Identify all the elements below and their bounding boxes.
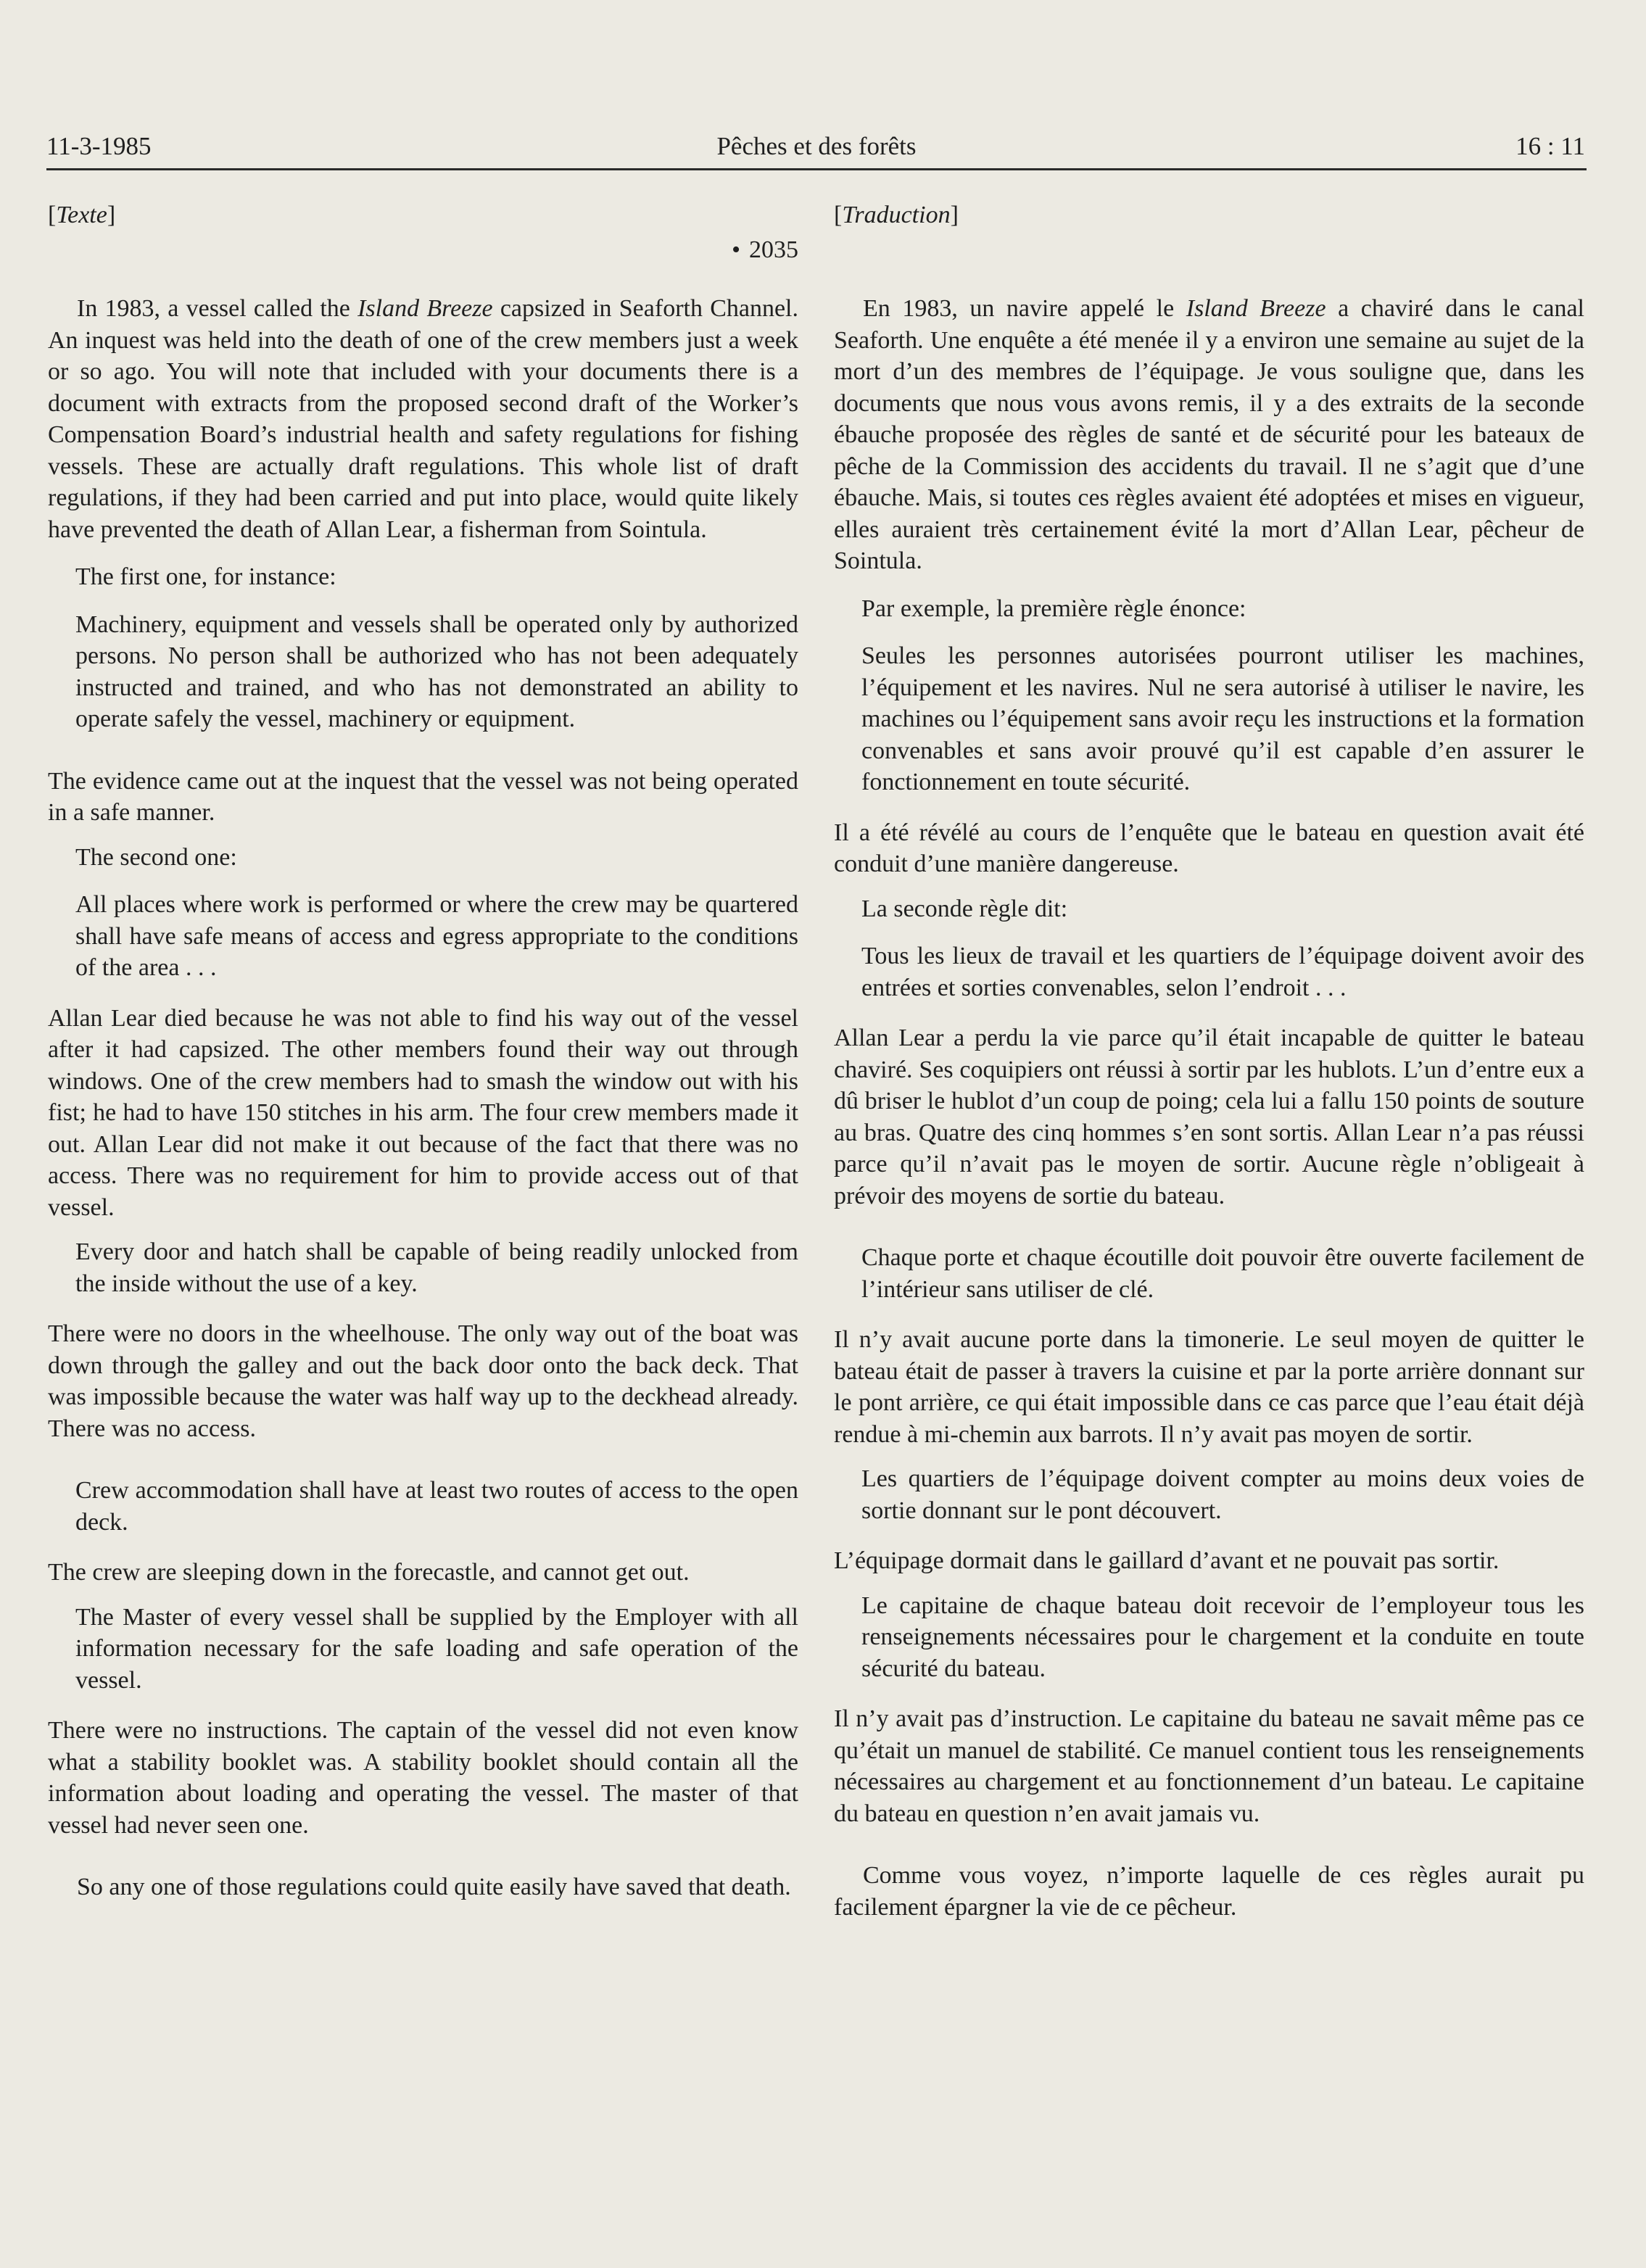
time-marker: • 2035 (48, 234, 798, 266)
english-column (48, 199, 798, 1919)
paragraph: Il a été révélé au cours de l’enquête que le bateau en question avait été conduit d’une manière dangereuse. (834, 819, 1584, 877)
column-label: [Traduction] (834, 202, 959, 228)
regulation-quote: Crew accommodation shall have at least two routes of access to the open deck. (75, 1477, 798, 1536)
header-date: 11-3-1985 (46, 132, 152, 160)
paragraph: The first one, for instance: (75, 563, 336, 590)
paragraph: The crew are sleeping down in the forecastle, and cannot get out. (48, 1559, 690, 1586)
paragraph: Par exemple, la première règle énonce: (861, 595, 1246, 622)
paragraph: Allan Lear a perdu la vie parce qu’il était incapable de quitter le bateau chaviré. Ses coquipiers ont réussi à sortir par les hublots. L’un d’entre eux a dû briser le hublot d’un coup de poing; cela lui a fallu 150 points de souture au bras. Quatre des cinq hommes s’en sont sortis. Allan Lear n’a pas réussi parce qu’il n’avait pas le moyen de sortir. Aucune règle n’obligeait à prévoir des moyens de sortie du bateau. (834, 1025, 1584, 1209)
paragraph: There were no instructions. The captain of the vessel did not even know what a stability booklet was. A stability booklet should contain all the information about loading and operating the vessel. The master of that vessel had never seen one. (48, 1717, 798, 1839)
regulation-quote: All places where work is performed or where the crew may be quartered shall have safe means of access and egress appropriate to the conditions of the area . . . (75, 891, 798, 981)
paragraph: So any one of those regulations could quite easily have saved that death. (77, 1874, 791, 1900)
regulation-quote: Chaque porte et chaque écoutille doit pouvoir être ouverte facilement de l’intérieur sans utiliser de clé. (861, 1244, 1584, 1303)
regulation-quote: Seules les personnes autorisées pourront utiliser les machines, l’équipement et les navires. Nul ne sera autorisé à utiliser le navire, les machines ou l’équipement sans avoir reçu les instructions et la formation convenables et sans avoir prouvé qu’il est capable d’en assurer le fonctionnement en toute sécurité. (861, 642, 1584, 795)
paragraph: Allan Lear died because he was not able to find his way out of the vessel after it had capsized. The other members found their way out through windows. One of the crew members had to smash the window out with his fist; he had to have 150 stitches in his arm. The four crew members made it out. Allan Lear did not make it out because of the fact that there was no access. There was no requirement for him to provide access out of that vessel. (48, 1004, 798, 1221)
paragraph: Il n’y avait pas d’instruction. Le capitaine du bateau ne savait même pas ce qu’était un manuel de stabilité. Ce manuel contient tous les renseignements nécessaires au chargement et au fonctionnement d’un bateau. Le capitaine du bateau en question n’en avait jamais vu. (834, 1705, 1584, 1827)
page-header (46, 129, 1587, 170)
paragraph: Il n’y avait aucune porte dans la timonerie. Le seul moyen de quitter le bateau était de passer à travers la cuisine et par la porte arrière donnant sur le pont arrière, ce qui était impossible dans ce cas parce que l’eau était déjà rendue à mi-chemin aux barrots. Il n’y avait pas moyen de sortir. (834, 1326, 1584, 1448)
french-column (834, 199, 1584, 1939)
paragraph: The evidence came out at the inquest that the vessel was not being operated in a safe manner. (48, 767, 798, 826)
paragraph: There were no doors in the wheelhouse. The only way out of the boat was down through the galley and out the back door onto the back deck. That was impossible because the water was half way up to the deckhead already. There was no access. (48, 1320, 798, 1442)
regulation-quote: Tous les lieux de travail et les quartiers de l’équipage doivent avoir des entrées et sorties convenables, selon l’endroit . . . (861, 943, 1584, 1001)
column-label: [Texte] (48, 202, 116, 228)
regulation-quote: Le capitaine de chaque bateau doit recevoir de l’employeur tous les renseignements nécessaires pour le chargement et la conduite en toute sécurité du bateau. (861, 1592, 1584, 1682)
paragraph: L’équipage dormait dans le gaillard d’avant et ne pouvait pas sortir. (834, 1547, 1500, 1574)
paragraph: In 1983, a vessel called the Island Breeze capsized in Seaforth Channel. An inquest was held into the death of one of the crew members just a week or so ago. You will note that included with your documents there is a document with extracts from the proposed second draft of the Worker’s Compensation Board’s industrial health and safety regulations for fishing vessels. These are actually draft regulations. This whole list of draft regulations, if they had been carried and put into place, would quite likely have prevented the death of Allan Lear, a fisherman from Sointula. (48, 295, 798, 543)
header-title: Pêches et des forêts (716, 132, 917, 160)
regulation-quote: The Master of every vessel shall be supplied by the Employer with all information necessary for the safe loading and safe operation of the vessel. (75, 1603, 798, 1694)
paragraph: The second one: (75, 843, 237, 871)
header-page-number: 16 : 11 (1515, 132, 1585, 160)
regulation-quote: Every door and hatch shall be capable of being readily unlocked from the inside without the use of a key. (75, 1238, 798, 1297)
paragraph: La seconde règle dit: (861, 895, 1068, 922)
regulation-quote: Les quartiers de l’équipage doivent compter au moins deux voies de sortie donnant sur le pont découvert. (861, 1465, 1584, 1524)
regulation-quote: Machinery, equipment and vessels shall be operated only by authorized persons. No person shall be authorized who has not been adequately instructed and trained, and who has not demonstrated an ability to operate safely the vessel, machinery or equipment. (75, 611, 798, 732)
paragraph: Comme vous voyez, n’importe laquelle de ces règles aurait pu facilement épargner la vie de ce pêcheur. (834, 1862, 1584, 1921)
paragraph: En 1983, un navire appelé le Island Breeze a chaviré dans le canal Seaforth. Une enquête a été menée il y a environ une semaine au sujet de la mort d’un des membres de l’équipage. Je vous souligne que, dans les documents que nous vous avons remis, il y a des extraits de la seconde ébauche proposée des règles de santé et de sécurité pour les bateaux de pêche de la Commission des accidents du travail. Il ne s’agit que d’une ébauche. Mais, si toutes ces règles avaient été adoptées et mises en vigueur, elles auraient très certainement évité la mort d’Allan Lear, pêcheur de Sointula. (834, 295, 1584, 574)
